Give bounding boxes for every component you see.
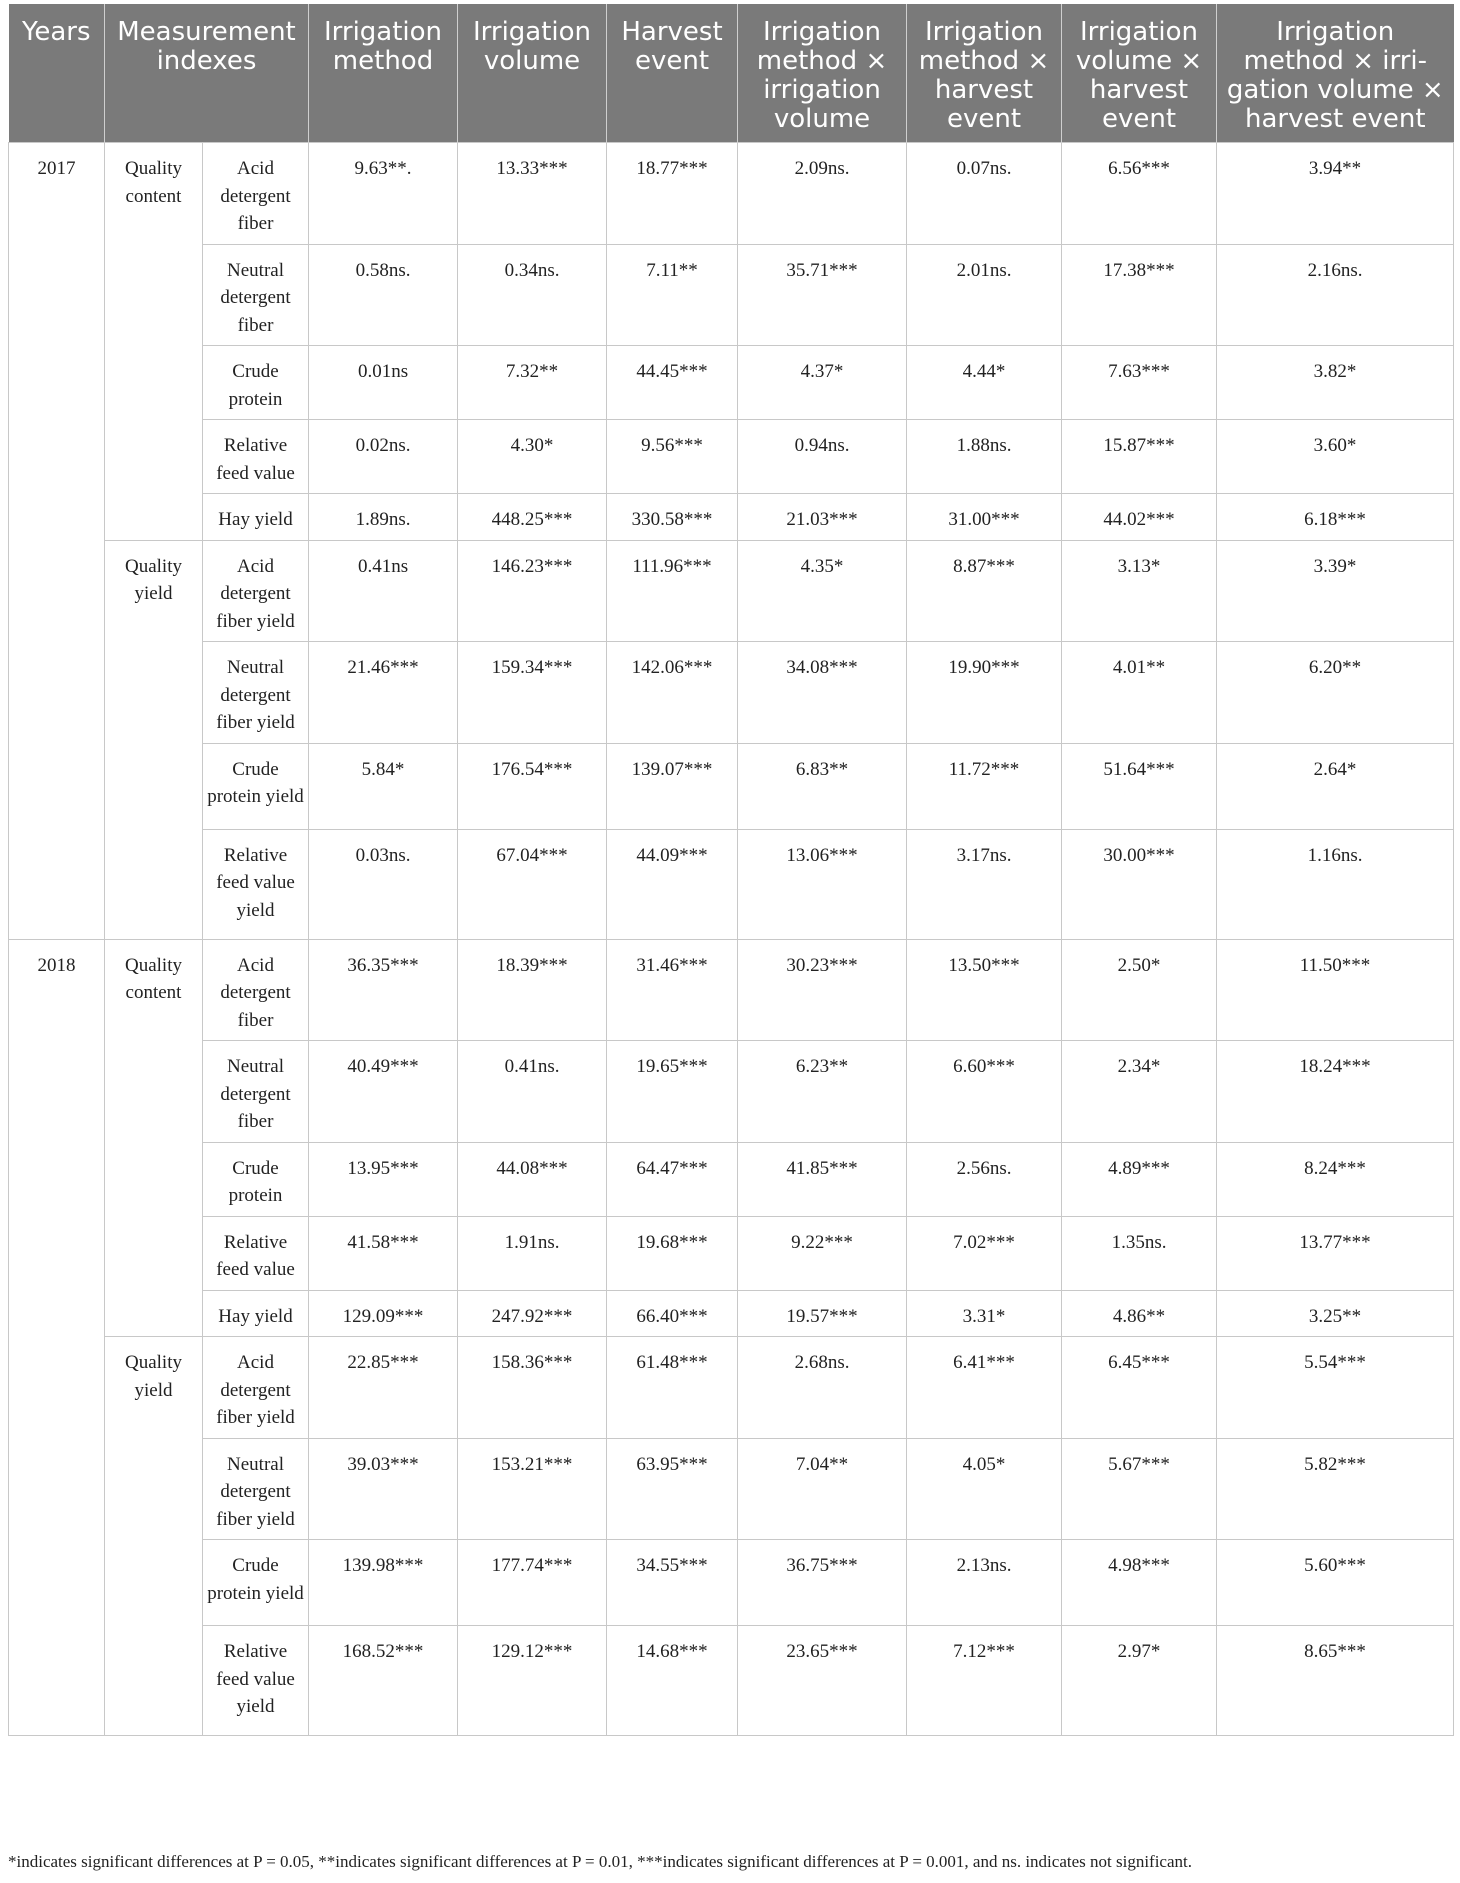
value-cell: 330.58*** bbox=[607, 494, 738, 541]
value-cell: 36.35*** bbox=[309, 939, 458, 1041]
value-cell: 66.40*** bbox=[607, 1290, 738, 1337]
value-cell: 44.09*** bbox=[607, 829, 738, 939]
value-cell: 4.30* bbox=[458, 420, 607, 494]
group-cell: Quality content bbox=[105, 143, 203, 541]
value-cell: 44.02*** bbox=[1062, 494, 1217, 541]
value-cell: 3.17ns. bbox=[907, 829, 1062, 939]
value-cell: 4.35* bbox=[738, 540, 907, 642]
value-cell: 6.56*** bbox=[1062, 143, 1217, 245]
value-cell: 3.60* bbox=[1217, 420, 1454, 494]
value-cell: 18.24*** bbox=[1217, 1041, 1454, 1143]
value-cell: 153.21*** bbox=[458, 1438, 607, 1540]
table-row bbox=[9, 642, 1454, 744]
value-cell: 5.84* bbox=[309, 743, 458, 829]
value-cell: 18.77*** bbox=[607, 143, 738, 245]
value-cell: 1.16ns. bbox=[1217, 829, 1454, 939]
value-cell: 11.50*** bbox=[1217, 939, 1454, 1041]
table-row bbox=[9, 1041, 1454, 1143]
value-cell: 139.07*** bbox=[607, 743, 738, 829]
value-cell: 61.48*** bbox=[607, 1337, 738, 1439]
value-cell: 0.41ns bbox=[309, 540, 458, 642]
header-measurement-indexes: Measurement indexes bbox=[105, 4, 309, 143]
table-row bbox=[9, 1337, 1454, 1439]
value-cell: 2.97* bbox=[1062, 1626, 1217, 1736]
value-cell: 247.92*** bbox=[458, 1290, 607, 1337]
table-row bbox=[9, 1540, 1454, 1626]
value-cell: 159.34*** bbox=[458, 642, 607, 744]
value-cell: 6.60*** bbox=[907, 1041, 1062, 1143]
value-cell: 3.39* bbox=[1217, 540, 1454, 642]
header-method-x-harvest: Irrigation method × harvest event bbox=[907, 4, 1062, 143]
value-cell: 168.52*** bbox=[309, 1626, 458, 1736]
index-cell: Neutral detergent fiber yield bbox=[203, 1438, 309, 1540]
table-row bbox=[9, 829, 1454, 939]
value-cell: 9.56*** bbox=[607, 420, 738, 494]
value-cell: 39.03*** bbox=[309, 1438, 458, 1540]
header-years: Years bbox=[9, 4, 105, 143]
index-cell: Acid detergent fiber yield bbox=[203, 540, 309, 642]
value-cell: 3.13* bbox=[1062, 540, 1217, 642]
value-cell: 6.45*** bbox=[1062, 1337, 1217, 1439]
value-cell: 7.63*** bbox=[1062, 346, 1217, 420]
header-irrigation-volume: Irrigation volume bbox=[458, 4, 607, 143]
value-cell: 3.82* bbox=[1217, 346, 1454, 420]
header-row bbox=[9, 4, 1454, 143]
index-cell: Crude protein yield bbox=[203, 1540, 309, 1626]
table-row bbox=[9, 939, 1454, 1041]
header-method-x-volume: Irrigation method × irrigation volume bbox=[738, 4, 907, 143]
value-cell: 8.87*** bbox=[907, 540, 1062, 642]
value-cell: 7.12*** bbox=[907, 1626, 1062, 1736]
index-cell: Acid detergent fiber bbox=[203, 143, 309, 245]
value-cell: 21.03*** bbox=[738, 494, 907, 541]
value-cell: 34.08*** bbox=[738, 642, 907, 744]
value-cell: 2.09ns. bbox=[738, 143, 907, 245]
value-cell: 51.64*** bbox=[1062, 743, 1217, 829]
header-volume-x-harvest: Irrigation volume × harvest event bbox=[1062, 4, 1217, 143]
value-cell: 7.02*** bbox=[907, 1216, 1062, 1290]
value-cell: 13.50*** bbox=[907, 939, 1062, 1041]
table-row bbox=[9, 743, 1454, 829]
value-cell: 34.55*** bbox=[607, 1540, 738, 1626]
value-cell: 31.00*** bbox=[907, 494, 1062, 541]
value-cell: 4.01** bbox=[1062, 642, 1217, 744]
value-cell: 1.35ns. bbox=[1062, 1216, 1217, 1290]
value-cell: 1.88ns. bbox=[907, 420, 1062, 494]
table-row bbox=[9, 1216, 1454, 1290]
value-cell: 2.16ns. bbox=[1217, 244, 1454, 346]
value-cell: 4.98*** bbox=[1062, 1540, 1217, 1626]
table-row bbox=[9, 420, 1454, 494]
index-cell: Hay yield bbox=[203, 494, 309, 541]
table-row bbox=[9, 540, 1454, 642]
value-cell: 7.32** bbox=[458, 346, 607, 420]
value-cell: 8.24*** bbox=[1217, 1142, 1454, 1216]
value-cell: 0.58ns. bbox=[309, 244, 458, 346]
value-cell: 21.46*** bbox=[309, 642, 458, 744]
value-cell: 9.63**. bbox=[309, 143, 458, 245]
value-cell: 4.05* bbox=[907, 1438, 1062, 1540]
value-cell: 15.87*** bbox=[1062, 420, 1217, 494]
value-cell: 0.07ns. bbox=[907, 143, 1062, 245]
value-cell: 6.23** bbox=[738, 1041, 907, 1143]
group-cell: Quality content bbox=[105, 939, 203, 1337]
value-cell: 5.60*** bbox=[1217, 1540, 1454, 1626]
value-cell: 13.77*** bbox=[1217, 1216, 1454, 1290]
table-row bbox=[9, 244, 1454, 346]
table-row bbox=[9, 346, 1454, 420]
table-row bbox=[9, 1626, 1454, 1736]
index-cell: Relative feed value yield bbox=[203, 829, 309, 939]
value-cell: 4.37* bbox=[738, 346, 907, 420]
value-cell: 36.75*** bbox=[738, 1540, 907, 1626]
value-cell: 13.06*** bbox=[738, 829, 907, 939]
value-cell: 3.31* bbox=[907, 1290, 1062, 1337]
table-row bbox=[9, 1438, 1454, 1540]
value-cell: 63.95*** bbox=[607, 1438, 738, 1540]
value-cell: 2.01ns. bbox=[907, 244, 1062, 346]
anova-table-container bbox=[8, 4, 1453, 1736]
table-row bbox=[9, 143, 1454, 245]
table-row bbox=[9, 1290, 1454, 1337]
value-cell: 2.50* bbox=[1062, 939, 1217, 1041]
index-cell: Hay yield bbox=[203, 1290, 309, 1337]
value-cell: 9.22*** bbox=[738, 1216, 907, 1290]
value-cell: 0.01ns bbox=[309, 346, 458, 420]
value-cell: 177.74*** bbox=[458, 1540, 607, 1626]
table-row bbox=[9, 494, 1454, 541]
value-cell: 19.65*** bbox=[607, 1041, 738, 1143]
value-cell: 6.20** bbox=[1217, 642, 1454, 744]
index-cell: Acid detergent fiber yield bbox=[203, 1337, 309, 1439]
index-cell: Crude protein bbox=[203, 1142, 309, 1216]
index-cell: Neutral detergent fiber yield bbox=[203, 642, 309, 744]
header-method-x-volume-x-harvest: Irrigation method × irri-gation volume × harvest event bbox=[1217, 4, 1454, 143]
value-cell: 13.33*** bbox=[458, 143, 607, 245]
value-cell: 22.85*** bbox=[309, 1337, 458, 1439]
group-cell: Quality yield bbox=[105, 1337, 203, 1736]
index-cell: Relative feed value yield bbox=[203, 1626, 309, 1736]
value-cell: 5.54*** bbox=[1217, 1337, 1454, 1439]
value-cell: 8.65*** bbox=[1217, 1626, 1454, 1736]
index-cell: Relative feed value bbox=[203, 1216, 309, 1290]
index-cell: Relative feed value bbox=[203, 420, 309, 494]
value-cell: 3.94** bbox=[1217, 143, 1454, 245]
value-cell: 6.18*** bbox=[1217, 494, 1454, 541]
value-cell: 31.46*** bbox=[607, 939, 738, 1041]
value-cell: 2.56ns. bbox=[907, 1142, 1062, 1216]
value-cell: 129.12*** bbox=[458, 1626, 607, 1736]
value-cell: 448.25*** bbox=[458, 494, 607, 541]
value-cell: 17.38*** bbox=[1062, 244, 1217, 346]
value-cell: 41.58*** bbox=[309, 1216, 458, 1290]
value-cell: 4.44* bbox=[907, 346, 1062, 420]
value-cell: 67.04*** bbox=[458, 829, 607, 939]
value-cell: 7.11** bbox=[607, 244, 738, 346]
value-cell: 19.90*** bbox=[907, 642, 1062, 744]
value-cell: 4.89*** bbox=[1062, 1142, 1217, 1216]
value-cell: 0.34ns. bbox=[458, 244, 607, 346]
index-cell: Crude protein yield bbox=[203, 743, 309, 829]
value-cell: 40.49*** bbox=[309, 1041, 458, 1143]
group-cell: Quality yield bbox=[105, 540, 203, 939]
value-cell: 23.65*** bbox=[738, 1626, 907, 1736]
value-cell: 1.91ns. bbox=[458, 1216, 607, 1290]
value-cell: 7.04** bbox=[738, 1438, 907, 1540]
header-harvest-event: Harvest event bbox=[607, 4, 738, 143]
value-cell: 2.68ns. bbox=[738, 1337, 907, 1439]
value-cell: 13.95*** bbox=[309, 1142, 458, 1216]
value-cell: 6.83** bbox=[738, 743, 907, 829]
table-row bbox=[9, 1142, 1454, 1216]
index-cell: Neutral detergent fiber bbox=[203, 244, 309, 346]
value-cell: 5.67*** bbox=[1062, 1438, 1217, 1540]
value-cell: 18.39*** bbox=[458, 939, 607, 1041]
value-cell: 35.71*** bbox=[738, 244, 907, 346]
value-cell: 3.25** bbox=[1217, 1290, 1454, 1337]
value-cell: 0.02ns. bbox=[309, 420, 458, 494]
year-cell: 2017 bbox=[9, 143, 105, 940]
table-footnote: *indicates significant differences at P = 0.05, **indicates significant differences at P = 0.01, ***indicates significant differences at P = 0.001, and ns. indicates not significant. bbox=[8, 1852, 1192, 1871]
value-cell: 4.86** bbox=[1062, 1290, 1217, 1337]
value-cell: 5.82*** bbox=[1217, 1438, 1454, 1540]
value-cell: 2.13ns. bbox=[907, 1540, 1062, 1626]
value-cell: 0.41ns. bbox=[458, 1041, 607, 1143]
value-cell: 64.47*** bbox=[607, 1142, 738, 1216]
year-cell: 2018 bbox=[9, 939, 105, 1736]
value-cell: 2.64* bbox=[1217, 743, 1454, 829]
value-cell: 1.89ns. bbox=[309, 494, 458, 541]
header-irrigation-method: Irrigation method bbox=[309, 4, 458, 143]
index-cell: Acid detergent fiber bbox=[203, 939, 309, 1041]
anova-table bbox=[8, 4, 1454, 1736]
value-cell: 2.34* bbox=[1062, 1041, 1217, 1143]
table-body bbox=[9, 143, 1454, 1736]
value-cell: 139.98*** bbox=[309, 1540, 458, 1626]
value-cell: 19.57*** bbox=[738, 1290, 907, 1337]
index-cell: Neutral detergent fiber bbox=[203, 1041, 309, 1143]
value-cell: 0.94ns. bbox=[738, 420, 907, 494]
value-cell: 158.36*** bbox=[458, 1337, 607, 1439]
value-cell: 44.45*** bbox=[607, 346, 738, 420]
value-cell: 6.41*** bbox=[907, 1337, 1062, 1439]
value-cell: 0.03ns. bbox=[309, 829, 458, 939]
value-cell: 19.68*** bbox=[607, 1216, 738, 1290]
value-cell: 129.09*** bbox=[309, 1290, 458, 1337]
value-cell: 176.54*** bbox=[458, 743, 607, 829]
value-cell: 146.23*** bbox=[458, 540, 607, 642]
index-cell: Crude protein bbox=[203, 346, 309, 420]
value-cell: 30.23*** bbox=[738, 939, 907, 1041]
value-cell: 14.68*** bbox=[607, 1626, 738, 1736]
value-cell: 11.72*** bbox=[907, 743, 1062, 829]
value-cell: 142.06*** bbox=[607, 642, 738, 744]
value-cell: 111.96*** bbox=[607, 540, 738, 642]
value-cell: 41.85*** bbox=[738, 1142, 907, 1216]
value-cell: 44.08*** bbox=[458, 1142, 607, 1216]
value-cell: 30.00*** bbox=[1062, 829, 1217, 939]
